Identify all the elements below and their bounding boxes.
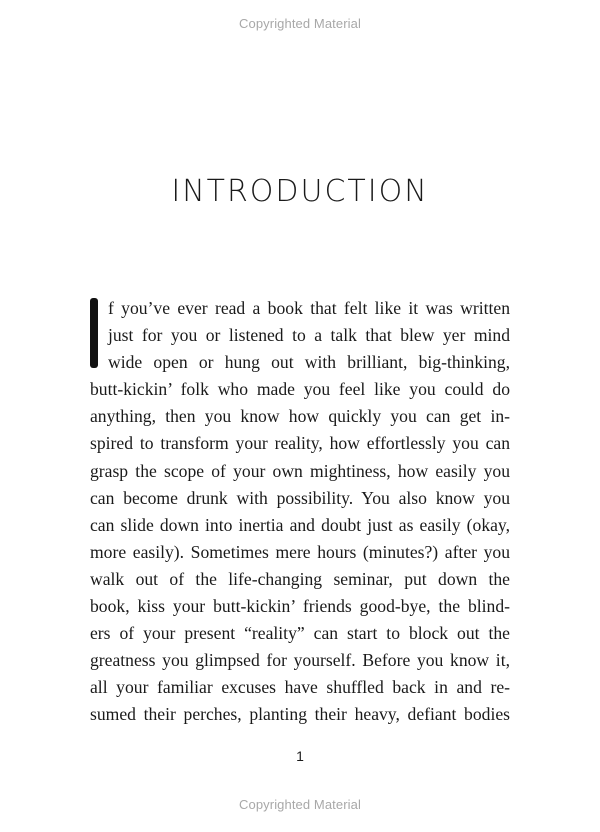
text-line: more easily). Sometimes mere hours (minutes?) after you <box>90 541 510 562</box>
copyright-watermark-top: Copyrighted Material <box>239 16 361 31</box>
text-line: grasp the scope of your own mightiness, how easily you <box>90 460 510 481</box>
text-line: book, kiss your butt-kickin’ friends good-bye, the blind- <box>90 596 510 617</box>
text-line: can slide down into inertia and doubt just as easily (okay, <box>90 514 510 535</box>
text-line: spired to transform your reality, how effortlessly you can <box>90 433 510 454</box>
text-line: walk out of the life-changing seminar, put down the <box>90 568 510 589</box>
page-number: 1 <box>296 748 304 764</box>
text-line: can become drunk with possibility. You also know you <box>90 487 510 508</box>
text-line: f you’ve ever read a book that felt like it was written <box>108 298 510 318</box>
text-line: butt-kickin’ folk who made you feel like you could do <box>90 379 510 400</box>
copyright-watermark-bottom: Copyrighted Material <box>239 797 361 812</box>
text-line: sumed their perches, planting their heavy, defiant bodies <box>90 704 510 725</box>
text-line: all your familiar excuses have shuffled back in and re- <box>90 677 510 698</box>
text-line: wide open or hung out with brilliant, big-thinking, <box>108 352 510 373</box>
body-paragraph <box>90 295 510 729</box>
text-line: ers of your present “reality” can start to block out the <box>90 623 510 644</box>
chapter-title: INTRODUCTION <box>171 174 429 209</box>
text-line: greatness you glimpsed for yourself. Before you know it, <box>90 650 510 671</box>
text-line: just for you or listened to a talk that blew yer mind <box>108 325 510 346</box>
text-line: anything, then you know how quickly you can get in- <box>90 406 510 427</box>
